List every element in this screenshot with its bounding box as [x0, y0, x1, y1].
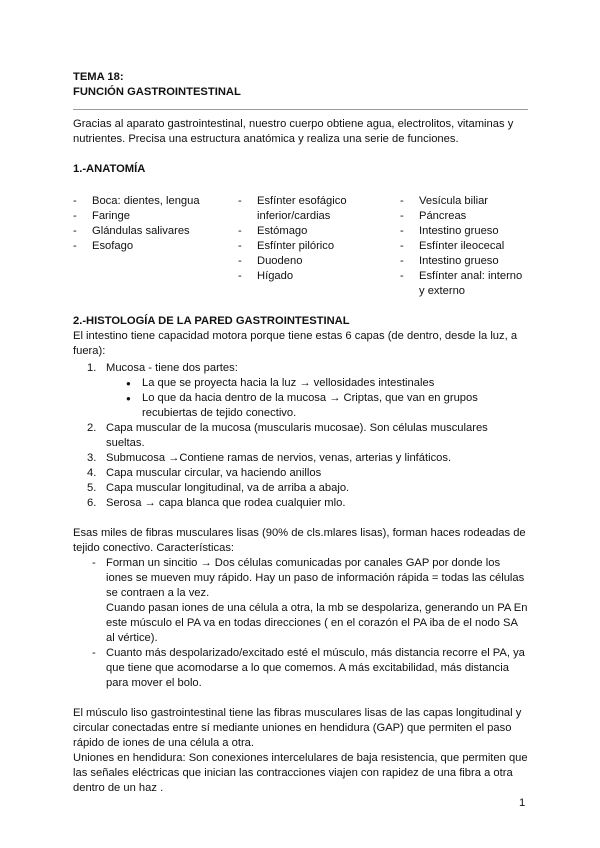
layers-list [73, 361, 528, 511]
list-number: 3. [87, 452, 97, 464]
list-item: - Esfínter ileocecal [400, 239, 528, 254]
list-item [73, 451, 528, 466]
list-item: - Páncreas [400, 209, 528, 224]
topic-number: TEMA 18: [73, 71, 124, 83]
characteristic-text: Forman un sincitio → Dos células comunicadas por canales GAP por donde los iones se mueven muy rápido. Hay un paso de información rápida = todas las células se contraen a la vez. [106, 557, 525, 599]
list-item: - Esfínter pilórico [238, 239, 400, 254]
closing-line: circular conectadas entre sí mediante uniones en hendidura (GAP) que permiten el paso [73, 722, 512, 734]
histology-intro-line: fuera): [73, 345, 106, 357]
list-item [73, 556, 528, 646]
list-item: - Estómago [238, 224, 400, 239]
layer-text: Serosa → capa blanca que rodea cualquier mlo. [106, 497, 346, 509]
list-item [73, 361, 528, 421]
layer-text: Capa muscular de la mucosa (muscularis mucosae). Son células musculares sueltas. [106, 422, 488, 449]
list-item [73, 466, 528, 481]
section-heading-histology: 2.-HISTOLOGÍA DE LA PARED GASTROINTESTINAL [73, 315, 350, 327]
list-item: - Duodeno [238, 254, 400, 269]
characteristics-list [73, 556, 528, 691]
list-item [73, 646, 528, 691]
list-item: ● Lo que da hacia dentro de la mucosa → Criptas, que van en grupos recubiertas de tejido conectivo. [106, 391, 528, 421]
list-number: 1. [87, 362, 97, 374]
list-number: 6. [87, 497, 97, 509]
characteristic-text: Cuanto más despolarizado/excitado esté el músculo, más distancia recorre el PA, ya que tiene que acomodarse a lo que comemos. A más excitabilidad, más distancia para mover el bolo. [106, 647, 525, 689]
list-item: ● La que se proyecta hacia la luz → vellosidades intestinales [106, 376, 528, 391]
list-number: 5. [87, 482, 97, 494]
anatomy-column-2 [238, 194, 400, 299]
list-item: - Faringe [73, 209, 238, 224]
document-page [73, 70, 528, 796]
list-number: 2. [87, 422, 97, 434]
list-item: - Esofago [73, 239, 238, 254]
spacer [73, 691, 528, 706]
list-item: - Esfínter anal: interno y externo [400, 269, 528, 299]
list-item: - Intestino grueso [400, 254, 528, 269]
characteristic-extra: Cuando pasan iones de una célula a otra, la mb se despolariza, generando un PA En este músculo el PA va en todas direcciones ( en el corazón el PA iba de el nodo SA al vértice). [106, 602, 528, 644]
mucosa-parts-list [106, 376, 528, 421]
closing-line: Uniones en hendidura: Son conexiones intercelulares de baja resistencia, que permiten que [73, 752, 528, 764]
list-item: - Hígado [238, 269, 400, 284]
closing-line: dentro de un haz . [73, 782, 164, 794]
page-title: FUNCIÓN GASTROINTESTINAL [73, 86, 241, 98]
list-item [73, 421, 528, 451]
anatomy-column-3 [400, 194, 528, 299]
list-item [73, 496, 528, 511]
intro-line: nutrientes. Precisa una estructura anatómica y realiza una serie de funciones. [73, 133, 459, 145]
list-item: - Glándulas salivares [73, 224, 238, 239]
closing-line: El músculo liso gastrointestinal tiene las fibras musculares lisas de las capas longitudinal y [73, 707, 522, 719]
layer-text: Capa muscular circular, va haciendo anillos [106, 467, 322, 479]
fibers-intro-line: Esas miles de fibras musculares lisas (90% de cls.mlares lisas), forman haces rodeadas de [73, 527, 526, 539]
list-item: - Intestino grueso [400, 224, 528, 239]
section-heading-anatomy: 1.-ANATOMÍA [73, 163, 146, 175]
anatomy-column-1 [73, 194, 238, 299]
anatomy-columns [73, 194, 528, 299]
list-item: - Vesícula biliar [400, 194, 528, 209]
spacer [73, 511, 528, 526]
closing-line: las señales eléctricas que inician las contracciones viajen con rapidez de una fibra a otra [73, 767, 513, 779]
closing-line: rápido de iones de una célula a otra. [73, 737, 254, 749]
page-number: 1 [519, 797, 526, 809]
list-item [73, 481, 528, 496]
layer-text: Submucosa →Contiene ramas de nervios, venas, arterias y linfáticos. [106, 452, 452, 464]
list-item: - Boca: dientes, lengua [73, 194, 238, 209]
title-divider [73, 109, 528, 110]
layer-text: Capa muscular longitudinal, va de arriba a abajo. [106, 482, 350, 494]
layer-text: Mucosa - tiene dos partes: [106, 362, 238, 374]
intro-line: Gracias al aparato gastrointestinal, nuestro cuerpo obtiene agua, electrolitos, vitaminas y [73, 118, 514, 130]
histology-intro-line: El intestino tiene capacidad motora porque tiene estas 6 capas (de dentro, desde la luz, a [73, 330, 518, 342]
list-item: - Esfínter esofágico inferior/cardias [238, 194, 400, 224]
list-number: 4. [87, 467, 97, 479]
fibers-intro-line: tejido conectivo. Características: [73, 542, 235, 554]
